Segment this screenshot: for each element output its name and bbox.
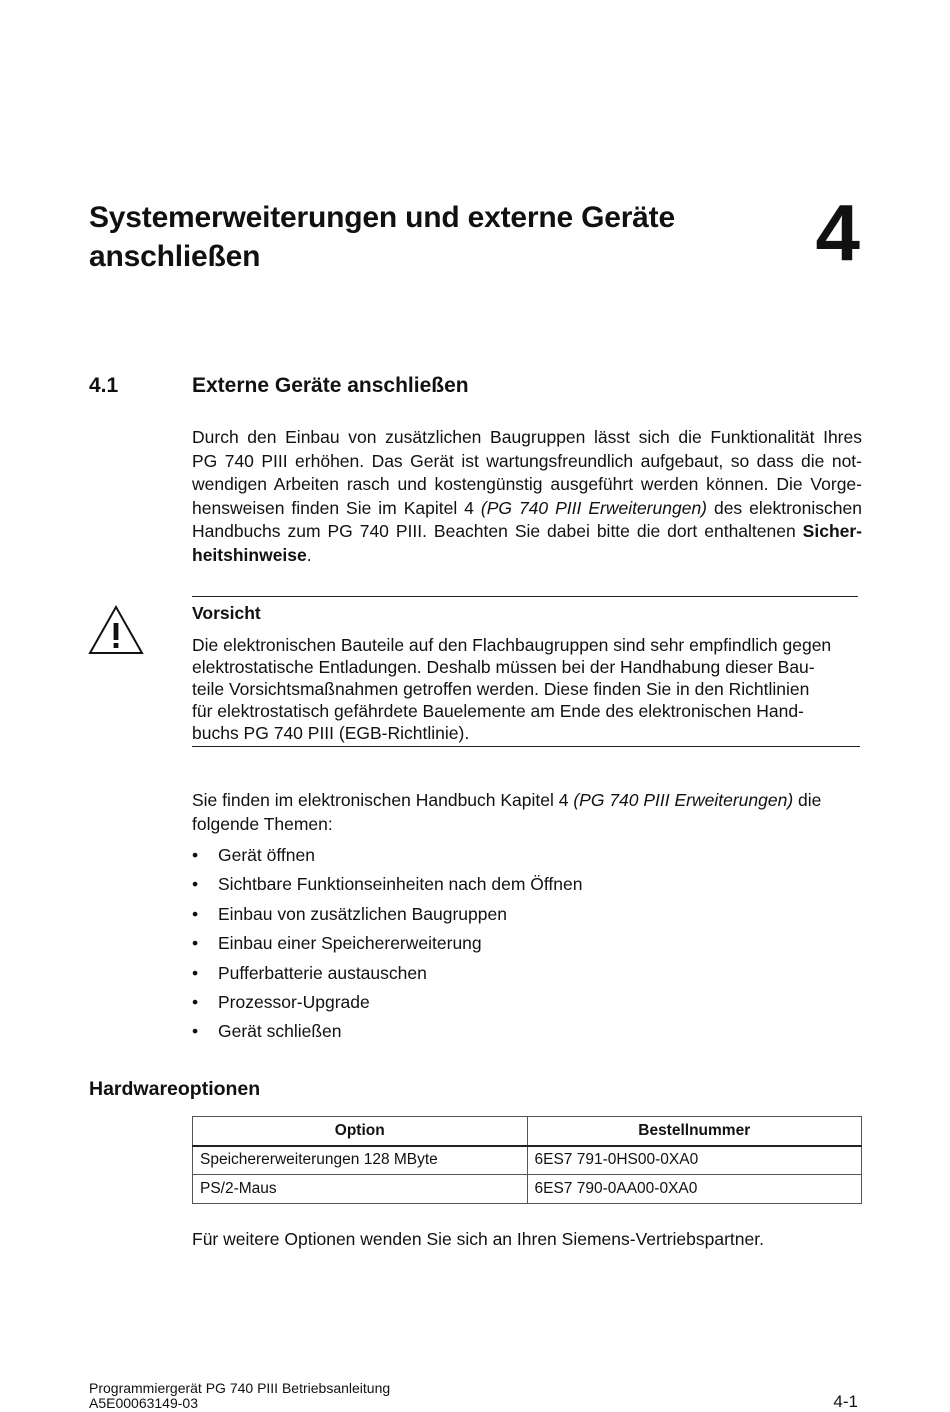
chapter-title [89,198,789,276]
intro-text: des elektronischen [707,497,862,518]
bullet-icon: • [192,962,199,983]
topics-intro-line: folgende Themen: [192,813,333,834]
manual-chapter-reference: (PG 740 PIII Erweiterungen) [480,497,707,518]
section-title: Externe Geräte anschließen [192,374,469,397]
hardware-options-heading: Hardwareoptionen [89,1078,261,1100]
table-row [193,1146,862,1175]
column-header-option: Option [193,1117,528,1146]
topics-intro-text: Sie finden im elektronischen Handbuch Kapitel 4 [192,790,574,810]
list-item [192,873,842,902]
list-item [192,991,842,1020]
hardware-options-table [192,1116,862,1204]
option-cell: Speichererweiterungen 128 MByte [193,1146,528,1175]
list-item-text: Gerät öffnen [218,845,315,865]
intro-line: wendigen Arbeiten rasch und kostengünstig ausgeführt werden können. Die Vorge- [192,474,862,494]
safety-notes-emphasis: heitshinweise [192,544,307,565]
list-item [192,903,842,932]
page-number: 4-1 [833,1392,858,1411]
list-item-text: Einbau einer Speichererweiterung [218,933,482,954]
topics-intro-line [192,789,862,813]
bullet-icon: • [192,903,199,924]
intro-line [192,520,862,544]
list-item-text: Pufferbatterie austauschen [218,962,427,983]
list-item [192,1020,842,1049]
intro-text: hensweisen finden Sie im Kapitel 4 [192,497,481,518]
topics-list [192,844,842,1050]
list-item [192,962,842,991]
chapter-number: 4 [815,188,860,277]
chapter-title-line1: Systemerweiterungen und externe Geräte [89,201,675,234]
closing-paragraph: Für weitere Optionen wenden Sie sich an Ihren Siemens-Vertriebspartner. [192,1229,764,1249]
footer-document-number: A5E00063149-03 [89,1395,198,1411]
intro-paragraph [192,426,862,567]
table-header-row [193,1117,862,1146]
list-item [192,844,842,873]
section-number: 4.1 [89,374,119,397]
intro-line: Durch den Einbau von zusätzlichen Baugruppen lässt sich die Funktionalität Ihres [192,427,862,447]
bullet-icon: • [192,845,199,865]
caution-line: für elektrostatisch gefährdete Bauelemente am Ende des elektronischen Hand- [192,701,804,721]
caution-heading: Vorsicht [192,603,261,623]
caution-text [192,634,858,744]
table-row [193,1175,862,1204]
bullet-icon: • [192,1021,199,1042]
list-item-text: Sichtbare Funktionseinheiten nach dem Öffnen [218,874,583,895]
order-number-cell: 6ES7 791-0HS00-0XA0 [527,1146,862,1175]
bullet-icon: • [192,991,199,1012]
bullet-icon: • [192,874,199,895]
caution-line: Die elektronischen Bauteile auf den Flachbaugruppen sind sehr empfindlich gegen [192,635,832,655]
intro-text: . [306,544,312,565]
manual-chapter-reference: (PG 740 PIII Erweiterungen) [573,790,794,810]
safety-notes-emphasis: Sicher- [802,521,862,541]
caution-line: elektrostatische Entladungen. Deshalb müssen bei der Handhabung dieser Bau- [192,657,815,677]
list-item-text: Einbau von zusätzlichen Baugruppen [218,903,507,924]
list-item-text: Prozessor-Upgrade [218,991,370,1012]
list-item-text: Gerät schließen [218,1021,342,1042]
intro-text: Handbuchs zum PG 740 PIII. Beachten Sie dabei bitte die dort enthaltenen [192,521,803,541]
warning-triangle-icon [88,604,144,656]
bullet-icon: • [192,933,199,954]
footer-manual-title: Programmiergerät PG 740 PIII Betriebsanleitung [89,1380,391,1396]
caution-bottom-rule [192,746,860,747]
caution-line: teile Vorsichtsmaßnahmen getroffen werden. Diese finden Sie in den Richtlinien [192,679,810,699]
intro-line: PG 740 PIII erhöhen. Das Gerät ist wartungsfreundlich aufgebaut, so dass die not- [192,450,862,471]
chapter-title-line2: anschließen [89,240,261,273]
topics-intro-text: die [793,790,822,810]
option-cell: PS/2-Maus [193,1175,528,1204]
caution-top-rule [192,596,858,597]
list-item [192,932,842,961]
intro-line [192,497,862,521]
intro-line [192,544,862,568]
order-number-cell: 6ES7 790-0AA00-0XA0 [527,1175,862,1204]
column-header-order-number: Bestellnummer [527,1117,862,1146]
caution-line: buchs PG 740 PIII (EGB-Richtlinie). [192,723,470,743]
topics-intro [192,789,862,836]
